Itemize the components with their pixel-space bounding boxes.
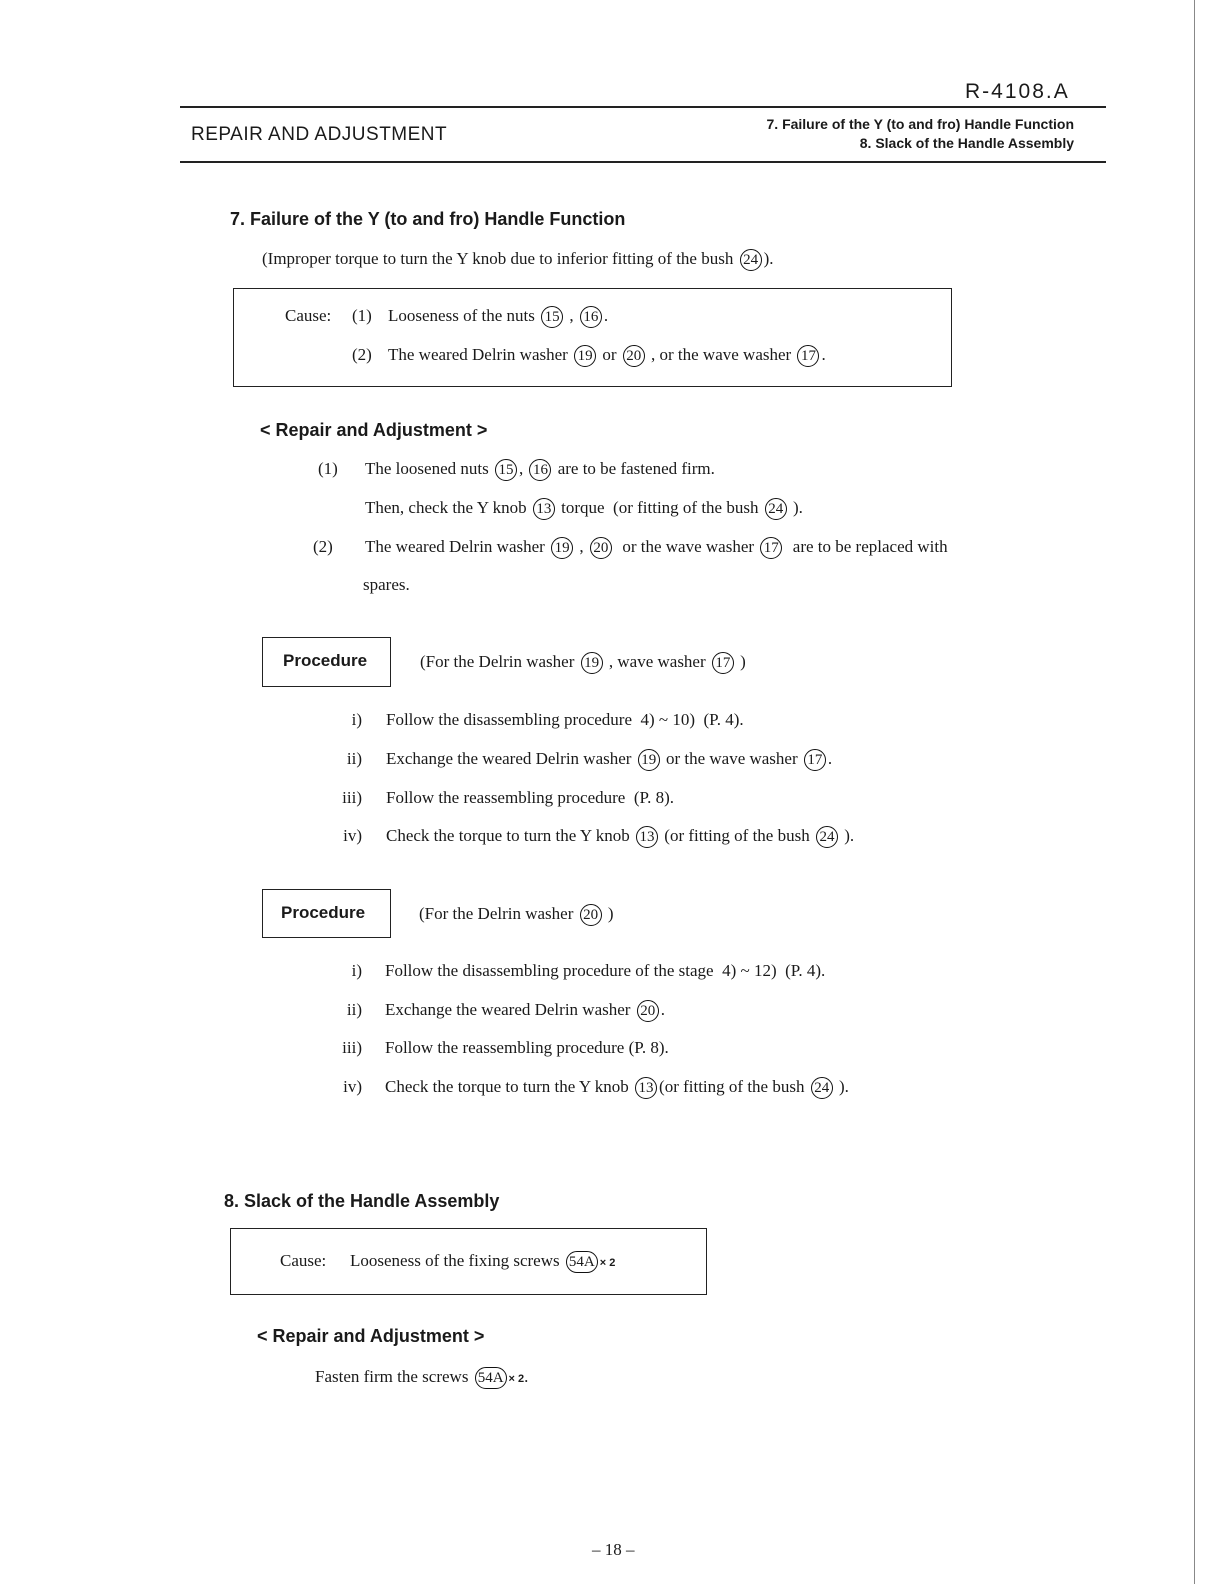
text-segment: (or fitting of the bush (660, 826, 814, 845)
text-segment: ). (839, 826, 855, 845)
header-rule-top (180, 106, 1106, 108)
section-heading: REPAIR AND ADJUSTMENT (191, 124, 448, 145)
procedure-a-step-number: iv) (343, 826, 362, 845)
text-segment: are to be replaced with (784, 537, 948, 556)
header-topic-2: 8. Slack of the Handle Assembly (859, 135, 1074, 151)
part-number-circle: 24 (811, 1077, 833, 1099)
section-8-title: 8. Slack of the Handle Assembly (224, 1191, 500, 1211)
procedure-b-step (385, 1074, 849, 1100)
text-segment: . (524, 1367, 529, 1386)
text-segment: Fasten firm the screws (315, 1367, 473, 1386)
text-segment: ). (834, 1077, 849, 1096)
part-number-circle: 13 (635, 1077, 657, 1099)
procedure-b-step (385, 997, 665, 1023)
procedure-a-step (386, 785, 674, 811)
text-segment: . (603, 306, 609, 325)
text-segment: Follow the disassembling procedure of the stage 4) ~ 12) (P. 4). (385, 961, 826, 980)
text-segment: or the wave washer (613, 537, 759, 556)
repair-1-number: (1) (318, 459, 338, 478)
part-number-circle: 20 (637, 1000, 659, 1022)
text-segment: torque (or fitting of the bush (556, 498, 763, 517)
cause-2-number: (2) (352, 345, 372, 364)
part-number-circle: 13 (636, 826, 658, 848)
document-number: R-4108.A (965, 80, 1070, 103)
text-segment: , (565, 306, 578, 325)
repair-1-text (365, 456, 715, 482)
part-number-circle: 17 (760, 537, 782, 559)
cause-label: Cause: (285, 306, 332, 325)
text-segment: , (575, 537, 588, 556)
text-segment: (For the Delrin washer (419, 904, 578, 923)
part-number-circle: 13 (533, 498, 555, 520)
text-segment: Check the torque to turn the Y knob (385, 1077, 634, 1096)
repair-text-8 (315, 1364, 528, 1392)
text-segment: ). (788, 498, 803, 517)
text-segment: The weared Delrin washer (365, 537, 550, 556)
text-segment: Exchange the weared Delrin washer (386, 749, 636, 768)
text-segment: or (598, 345, 621, 364)
text-segment: ) (603, 904, 614, 923)
procedure-a-step-number: i) (351, 710, 362, 729)
text-segment: , (518, 459, 528, 478)
part-number-circle: 24 (816, 826, 838, 848)
text-segment: The loosened nuts (365, 459, 493, 478)
text-segment: (or fitting of the bush (659, 1077, 809, 1096)
procedure-a-step-number: iii) (342, 788, 362, 807)
text-segment: are to be fastened firm. (553, 459, 715, 478)
header-topic-1: 7. Failure of the Y (to and fro) Handle Function (766, 116, 1074, 132)
cause-text-8 (350, 1248, 615, 1276)
part-number-circle: 19 (574, 345, 596, 367)
part-number-circle: 16 (529, 459, 551, 481)
part-number-circle: 54A (475, 1367, 507, 1389)
page-number: – 18 – (592, 1540, 635, 1559)
part-number-circle: 24 (740, 249, 762, 271)
part-number-circle: 19 (551, 537, 573, 559)
text-segment: The weared Delrin washer (388, 345, 573, 364)
repair-2-text (365, 534, 948, 560)
repair-1-check (365, 495, 803, 521)
page-edge-line (1194, 0, 1195, 1584)
text-segment: Looseness of the nuts (388, 306, 540, 325)
part-number-circle: 17 (804, 749, 826, 771)
text-segment: Follow the disassembling procedure 4) ~ 10) (P. 4). (386, 710, 744, 729)
text-segment: . (821, 345, 826, 364)
procedure-a-note (420, 649, 746, 675)
part-number-circle: 24 (765, 498, 787, 520)
part-number-circle: 20 (623, 345, 645, 367)
text-segment: Follow the reassembling procedure (P. 8). (386, 788, 674, 807)
quantity-label: × 2 (508, 1373, 525, 1385)
procedure-b-step (385, 958, 825, 984)
part-number-circle: 20 (590, 537, 612, 559)
text-segment: ). (763, 249, 774, 268)
text-segment: Exchange the weared Delrin washer (385, 1000, 635, 1019)
procedure-a-step-number: ii) (346, 749, 362, 768)
text-segment: , wave washer (604, 652, 710, 671)
text-segment: Check the torque to turn the Y knob (386, 826, 635, 845)
procedure-b-note (419, 901, 614, 927)
quantity-label: × 2 (599, 1257, 616, 1269)
procedure-b-step-number: iii) (342, 1038, 362, 1057)
part-number-circle: 15 (495, 459, 517, 481)
procedure-a-step (386, 746, 832, 772)
cause-2-text (388, 342, 826, 368)
procedure-a-step (386, 823, 854, 849)
text-segment: Follow the reassembling procedure (P. 8). (385, 1038, 669, 1057)
repair-heading-7: < Repair and Adjustment > (260, 420, 488, 440)
part-number-circle: 19 (638, 749, 660, 771)
text-segment: . (827, 749, 833, 768)
procedure-b-step-number: i) (351, 961, 362, 980)
text-segment: (For the Delrin washer (420, 652, 579, 671)
text-segment: spares. (363, 575, 410, 594)
part-number-circle: 19 (581, 652, 603, 674)
section-7-intro (262, 246, 774, 272)
procedure-b-step-number: iv) (343, 1077, 362, 1096)
repair-2-number: (2) (313, 537, 333, 556)
cause-1-number: (1) (352, 306, 372, 325)
text-segment: ) (735, 652, 746, 671)
text-segment: . (660, 1000, 665, 1019)
part-number-circle: 15 (541, 306, 563, 328)
repair-heading-8: < Repair and Adjustment > (257, 1326, 485, 1346)
text-segment: or the wave washer (661, 749, 802, 768)
part-number-circle: 20 (580, 904, 602, 926)
cause-label-8: Cause: (280, 1251, 327, 1270)
procedure-b-step-number: ii) (346, 1000, 362, 1019)
procedure-a-step (386, 707, 744, 733)
section-7-title: 7. Failure of the Y (to and fro) Handle Function (230, 209, 626, 229)
procedure-b-step (385, 1035, 669, 1061)
part-number-circle: 17 (797, 345, 819, 367)
repair-2-continued (363, 572, 410, 598)
text-segment: Looseness of the fixing screws (350, 1251, 564, 1270)
procedure-a-label: Procedure (283, 651, 368, 670)
part-number-circle: 54A (566, 1251, 598, 1273)
part-number-circle: 16 (580, 306, 602, 328)
text-segment: (Improper torque to turn the Y knob due to inferior fitting of the bush (262, 249, 738, 268)
header-rule-bottom (180, 161, 1106, 163)
text-segment: , or the wave washer (646, 345, 796, 364)
part-number-circle: 17 (712, 652, 734, 674)
text-segment: Then, check the Y knob (365, 498, 531, 517)
procedure-b-label: Procedure (281, 903, 366, 922)
cause-1-text (388, 303, 608, 329)
